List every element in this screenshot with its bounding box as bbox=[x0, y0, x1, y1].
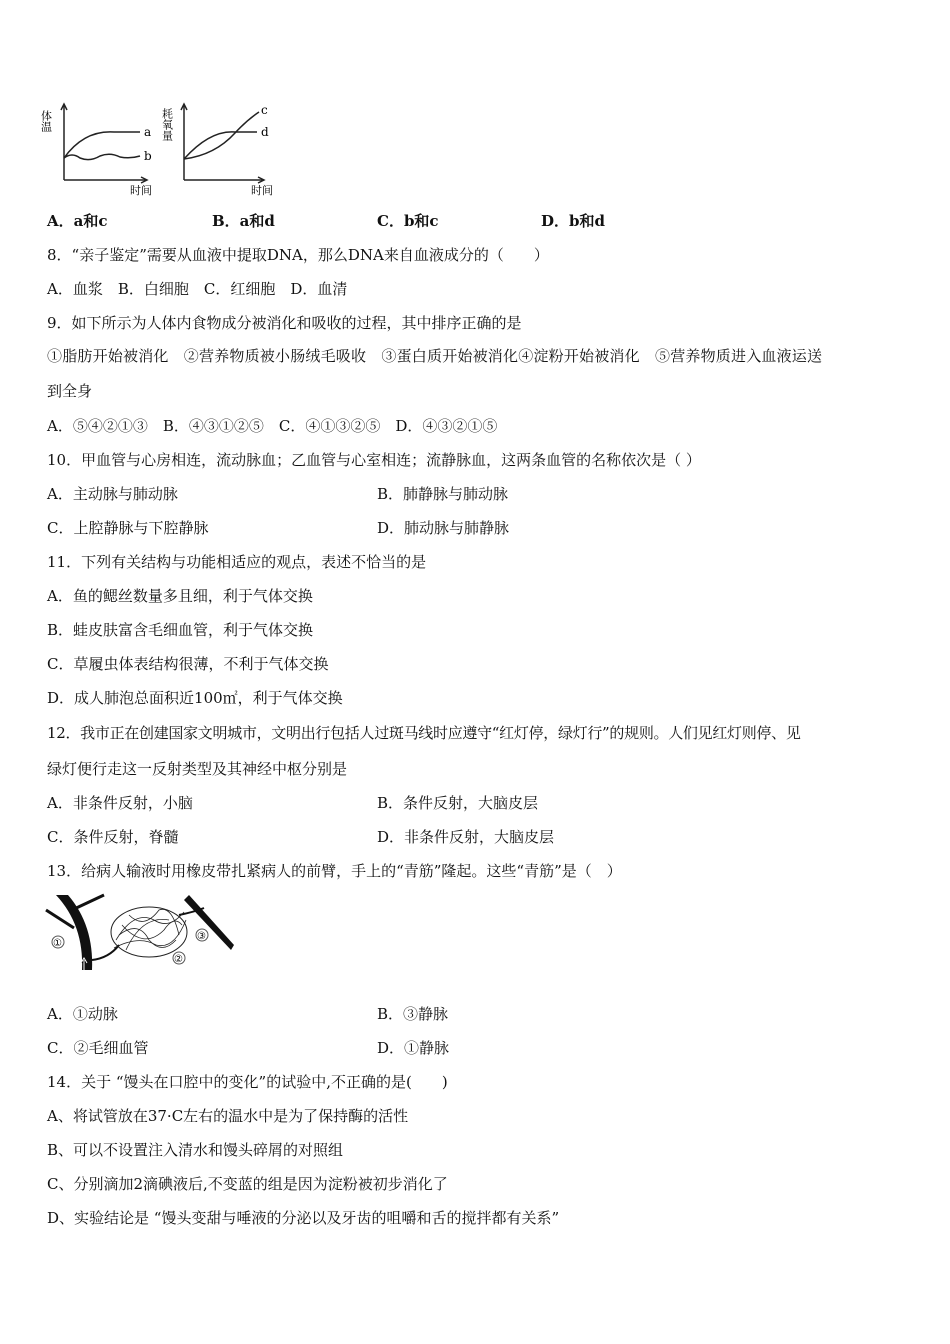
q14-option-d: D、实验结论是 “馒头变甜与唾液的分泌以及牙齿的咀嚼和舌的搅拌都有关系” bbox=[47, 1209, 560, 1227]
q11-option-d: D．成人肺泡总面积近100㎡，利于气体交换 bbox=[47, 689, 343, 707]
q12-option-d: D．非条件反射，大脑皮层 bbox=[377, 828, 555, 846]
q7-option-d: D．b和d bbox=[541, 212, 605, 230]
q9-items-cont: 到全身 bbox=[47, 382, 93, 400]
q11-option-a: A．鱼的鳃丝数量多且细，利于气体交换 bbox=[47, 587, 313, 605]
ylabel: 体温 bbox=[39, 110, 53, 132]
q12-stem: 12．我市正在创建国家文明城市，文明出行包括人过斑马线时应遵守“红灯停，绿灯行”的规则。人们见红灯则停、见 bbox=[47, 724, 801, 742]
curve-d-label: d bbox=[261, 125, 269, 139]
label-2: ② bbox=[174, 954, 183, 965]
q9-items: ①脂肪开始被消化 ②营养物质被小肠绒毛吸收 ③蛋白质开始被消化④淀粉开始被消化 ⑤营养物质进入血液运送 bbox=[47, 347, 823, 365]
q9-stem: 9．如下所示为人体内食物成分被消化和吸收的过程，其中排序正确的是 bbox=[47, 314, 522, 332]
q14-option-a: A、将试管放在37·C左右的温水中是为了保持酶的活性 bbox=[47, 1107, 409, 1125]
q13-option-d: D．①静脉 bbox=[377, 1039, 450, 1057]
q8-options: A．血浆 B．白细胞 C．红细胞 D．血清 bbox=[47, 280, 348, 298]
ylabel: 耗氧量 bbox=[160, 108, 174, 141]
q13-stem: 13．给病人输液时用橡皮带扎紧病人的前臂，手上的“青筋”隆起。这些“青筋”是（ ） bbox=[47, 862, 622, 880]
q14-option-b: B、可以不设置注入清水和馒头碎屑的对照组 bbox=[47, 1141, 344, 1159]
label-1: ① bbox=[53, 938, 62, 949]
q9-options: A．⑤④②①③ B．④③①②⑤ C．④①③②⑤ D．④③②①⑤ bbox=[47, 417, 498, 435]
q7-option-b: B．a和d bbox=[212, 212, 275, 230]
q7-option-c: C．b和c bbox=[377, 212, 439, 230]
curve-a-label: a bbox=[144, 125, 152, 139]
body-temperature-graph bbox=[39, 100, 164, 197]
xlabel: 时间 bbox=[251, 184, 273, 197]
q8-stem: 8．“亲子鉴定”需要从血液中提取DNA，那么DNA来自血液成分的（ ） bbox=[47, 246, 549, 264]
curve-c-label: c bbox=[261, 103, 268, 117]
q12-option-c: C．条件反射，脊髓 bbox=[47, 828, 179, 846]
q13-option-c: C．②毛细血管 bbox=[47, 1039, 149, 1057]
q12-option-a: A．非条件反射，小脑 bbox=[47, 794, 193, 812]
q11-stem: 11．下列有关结构与功能相适应的观点，表述不恰当的是 bbox=[47, 553, 427, 571]
q13-option-b: B．③静脉 bbox=[377, 1005, 449, 1023]
q10-option-c: C．上腔静脉与下腔静脉 bbox=[47, 519, 209, 537]
q14-stem: 14．关于 “馒头在口腔中的变化”的试验中,不正确的是( ) bbox=[47, 1073, 448, 1091]
q11-option-b: B．蛙皮肤富含毛细血管，利于气体交换 bbox=[47, 621, 314, 639]
q12-option-b: B．条件反射，大脑皮层 bbox=[377, 794, 539, 812]
oxygen-consumption-graph bbox=[155, 100, 280, 198]
curve-b-label: b bbox=[144, 149, 152, 163]
q11-option-c: C．草履虫体表结构很薄，不利于气体交换 bbox=[47, 655, 329, 673]
blood-vessel-diagram bbox=[44, 890, 244, 975]
q13-option-a: A．①动脉 bbox=[47, 1005, 118, 1023]
xlabel: 时间 bbox=[130, 184, 152, 197]
q12-stem-cont: 绿灯便行走这一反射类型及其神经中枢分别是 bbox=[47, 760, 348, 778]
q7-option-a: A．a和c bbox=[47, 212, 108, 230]
q10-option-d: D．肺动脉与肺静脉 bbox=[377, 519, 510, 537]
label-3: ③ bbox=[197, 931, 206, 942]
q10-option-b: B．肺静脉与肺动脉 bbox=[377, 485, 509, 503]
q10-option-a: A．主动脉与肺动脉 bbox=[47, 485, 178, 503]
q10-stem: 10．甲血管与心房相连，流动脉血；乙血管与心室相连；流静脉血，这两条血管的名称依次是（ ） bbox=[47, 451, 701, 469]
q14-option-c: C、分别滴加2滴碘液后,不变蓝的组是因为淀粉被初步消化了 bbox=[47, 1175, 448, 1193]
